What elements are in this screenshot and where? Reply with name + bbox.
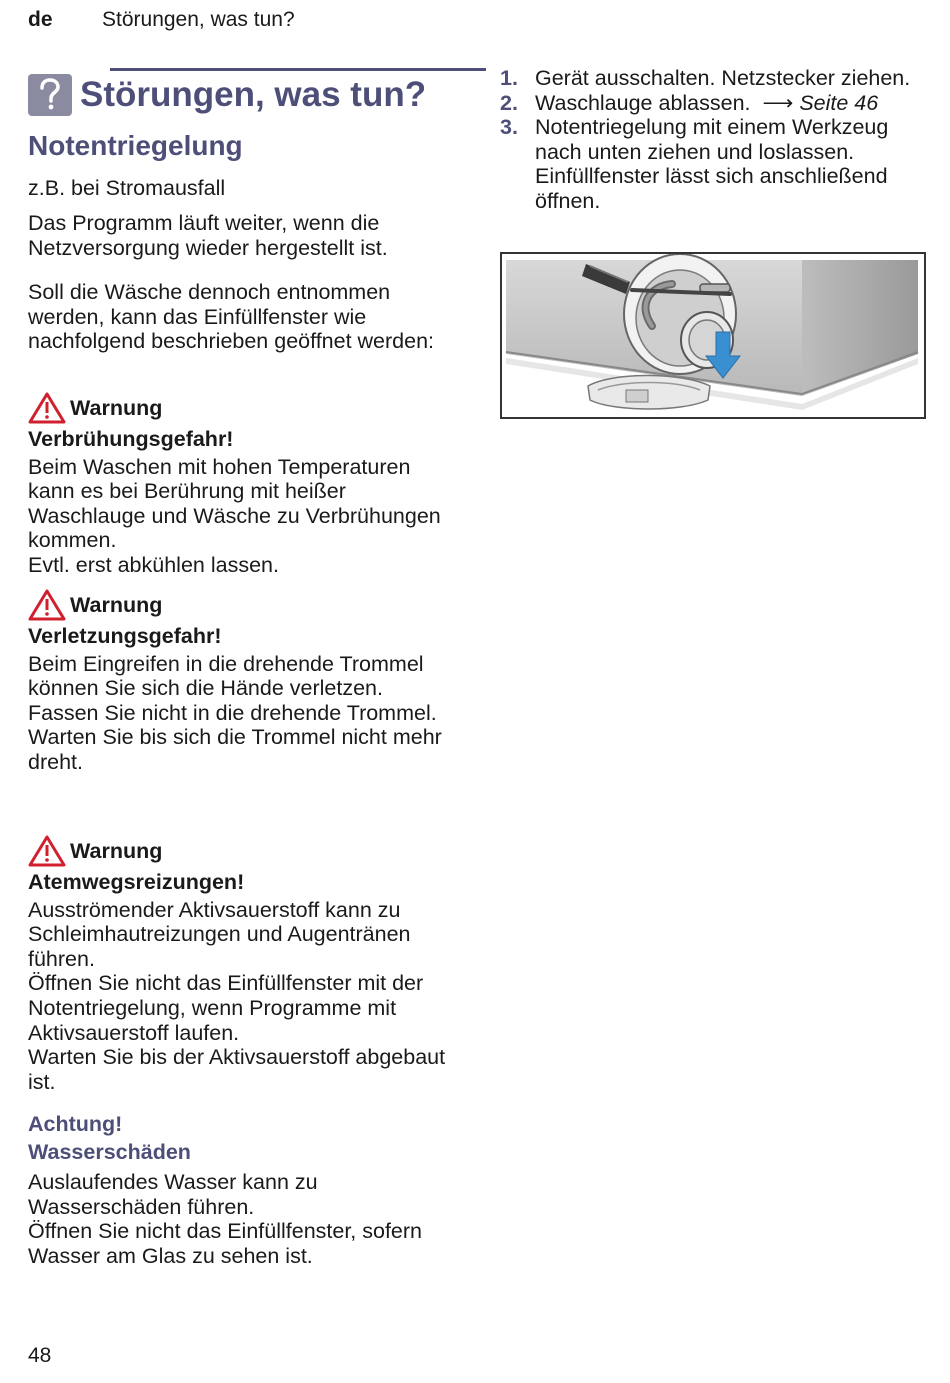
section-subtitle: Notentriegelung: [28, 130, 243, 161]
caution-text: Öffnen Sie nicht das Einfüllfenster, sofern Wasser am Glas zu sehen ist.: [28, 1219, 423, 1268]
caution-heading: Wasserschäden: [28, 1140, 191, 1164]
caution-text-block: [28, 1170, 458, 1268]
warning-label: Warnung: [70, 838, 163, 863]
warning-header: [28, 835, 458, 867]
step-text: Waschlauge ablassen.: [535, 90, 751, 115]
question-mark-icon: [28, 74, 72, 116]
warning-label: Warnung: [70, 592, 163, 617]
warning-heading: Verletzungsgefahr!: [28, 624, 222, 648]
title-rule: [110, 68, 486, 71]
caution-label: Achtung!: [28, 1112, 123, 1136]
warning-text: Warten Sie bis der Aktivsauerstoff abgebaut ist.: [28, 1045, 446, 1094]
intro-condition: z.B. bei Stromausfall: [28, 176, 226, 200]
warning-text: Evtl. erst abkühlen lassen.: [28, 552, 279, 577]
warning-heading: Verbrühungsgefahr!: [28, 427, 234, 451]
warning-label: Warnung: [70, 395, 163, 420]
steps-list: [500, 66, 930, 214]
language-code: de: [28, 8, 53, 31]
warning-triangle-icon: [28, 589, 66, 621]
warning-text: Fassen Sie nicht in die drehende Trommel.: [28, 700, 437, 725]
emergency-release-illustration: [500, 252, 926, 419]
warning-triangle-icon: [28, 392, 66, 424]
warning-triangle-icon: [28, 835, 66, 867]
step-number: 3.: [500, 115, 518, 140]
warning-block: [28, 589, 458, 775]
warning-block: [28, 835, 458, 1094]
header-title: Störungen, was tun?: [102, 8, 295, 31]
warning-text: Öffnen Sie nicht das Einfüllfenster mit der Notentriegelung, wenn Programme mit Aktivsauerstoff laufen.: [28, 971, 424, 1045]
warning-text: Warten Sie bis sich die Trommel nicht mehr dreht.: [28, 725, 442, 774]
step-item: [500, 91, 930, 116]
warning-heading: Atemwegsreizungen!: [28, 870, 245, 894]
step-item: [500, 66, 930, 91]
warning-header: [28, 589, 458, 621]
step-number: 2.: [500, 90, 518, 115]
right-column: [500, 66, 930, 214]
step-item: [500, 115, 930, 213]
warning-text: Beim Eingreifen in die drehende Trommel können Sie sich die Hände verletzen.: [28, 651, 424, 701]
caution-text: Auslaufendes Wasser kann zu Wasserschäden führen.: [28, 1170, 318, 1219]
intro-paragraph: Soll die Wäsche dennoch entnommen werden, kann das Einfüllfenster wie nachfolgend beschrieben geöffnet werden:: [28, 280, 435, 354]
warning-text: Ausströmender Aktivsauerstoff kann zu Schleimhautreizungen und Augentränen führen.: [28, 897, 411, 971]
section-title: Störungen, was tun?: [80, 75, 427, 114]
intro-paragraph: Das Programm läuft weiter, wenn die Netzversorgung wieder hergestellt ist.: [28, 211, 388, 260]
arrow-icon: ⟶: [762, 90, 794, 115]
warning-header: [28, 392, 458, 424]
step-number: 1.: [500, 66, 518, 90]
page-reference-link[interactable]: Seite 46: [799, 90, 879, 115]
warning-block: [28, 392, 458, 578]
step-text: Notentriegelung mit einem Werkzeug nach unten ziehen und loslassen. Einfüllfenster lässt sich anschließend öffnen.: [535, 115, 889, 213]
page-number: 48: [28, 1344, 52, 1367]
warning-text: Beim Waschen mit hohen Temperaturen kann es bei Berührung mit heißer Waschlauge und Wäsche zu Verbrühungen kommen.: [28, 454, 441, 553]
step-text: Gerät ausschalten. Netzstecker ziehen.: [535, 66, 911, 90]
section-title-row: [28, 74, 426, 116]
